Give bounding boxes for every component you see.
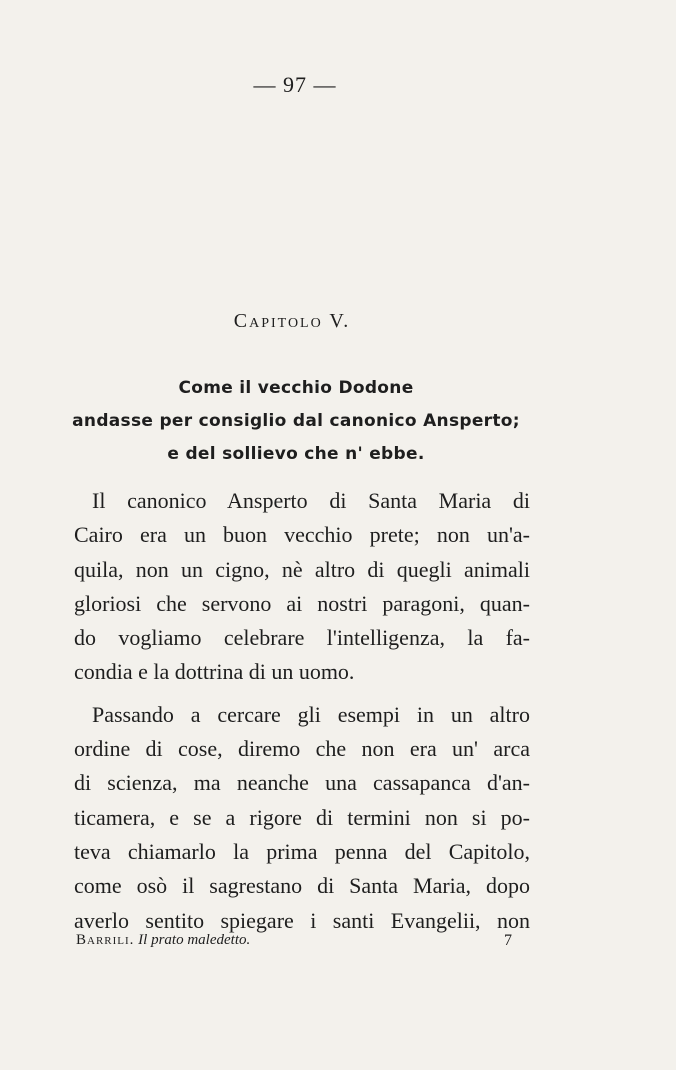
text-line: come osò il sagrestano di Santa Maria, dopo — [74, 873, 530, 899]
paragraph-1 — [74, 484, 530, 690]
text-line: Passando a cercare gli esempi in un altro — [92, 701, 530, 727]
text-line: teva chiamarlo la prima penna del Capitolo, — [74, 838, 530, 864]
text-line: di scienza, ma neanche una cassapanca d'an- — [74, 770, 530, 796]
paragraph-2 — [74, 698, 530, 938]
text-line: Cairo era un buon vecchio prete; non un'a- — [74, 522, 530, 548]
chapter-heading — [0, 310, 584, 333]
summary-line: andasse per consiglio dal canonico Ansperto; — [72, 411, 520, 431]
page-number: — 97 — — [253, 72, 337, 97]
signature-mark: 7 — [504, 932, 512, 949]
chapter-summary — [62, 372, 530, 471]
footer-author: Barrili. — [76, 932, 135, 948]
text-line: ticamera, e se a rigore di termini non si po- — [74, 804, 530, 830]
footer-title: Il prato maledetto. — [138, 932, 251, 948]
summary-line: Come il vecchio Dodone — [178, 378, 414, 398]
text-line: quila, non un cigno, nè altro di quegli animali — [74, 556, 530, 582]
text-line: do vogliamo celebrare l'intelligenza, la fa- — [74, 625, 530, 651]
body-text — [74, 484, 530, 938]
page-footer — [76, 932, 512, 950]
text-line: Il canonico Ansperto di Santa Maria di — [92, 488, 530, 513]
text-line: condia e la dottrina di un uomo. — [74, 659, 355, 685]
footer-citation — [76, 932, 250, 950]
text-line: gloriosi che servono ai nostri paragoni, quan- — [74, 590, 530, 616]
text-line: averlo sentito spiegare i santi Evangelii, non — [74, 907, 530, 933]
chapter-label: Capitolo — [233, 310, 323, 332]
summary-line: e del sollievo che n' ebbe. — [167, 444, 425, 464]
chapter-numeral: V. — [329, 310, 351, 332]
text-line: ordine di cose, diremo che non era un' arca — [74, 736, 530, 762]
